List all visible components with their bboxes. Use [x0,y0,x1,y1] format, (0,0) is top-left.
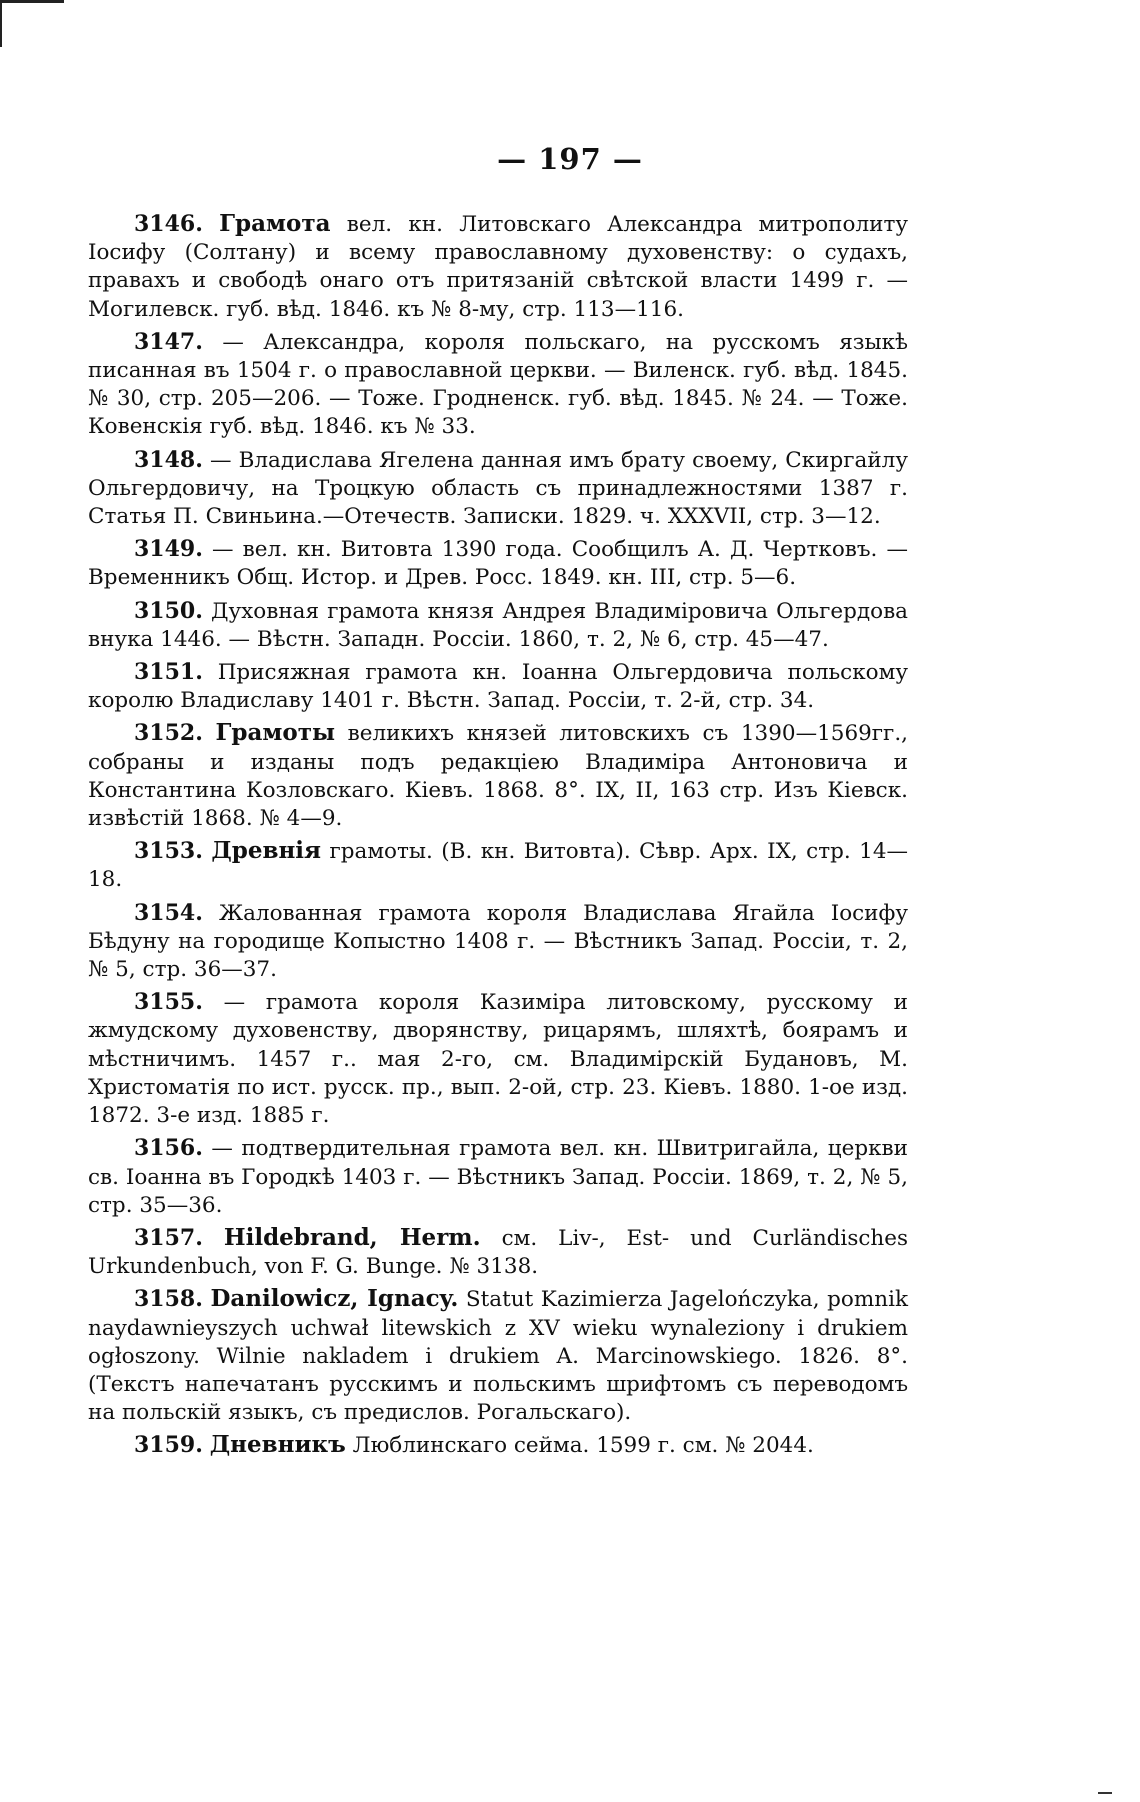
entry-text: — Владислава Ягелена данная имъ брату своему, Скиргайлу Ольгердовичу, на Троцкую область съ принадлежностями 1387 г. Статья П. Свиньина.—Отечеств. Записки. 1829. ч. XXXVII, стр. 3—12. [88,447,908,530]
scan-corner-mark [0,0,64,47]
entry-3158 [88,1285,908,1427]
entry-number: 3152. [134,720,203,747]
entry-3157 [88,1224,908,1281]
entry-number: 3147. [134,328,203,355]
entry-number: 3154. [134,899,203,926]
entry-3150 [88,597,908,654]
entry-number: 3146. [134,211,203,237]
scan-edge-mark [1098,1792,1112,1794]
entry-text: Жалованная грамота короля Владислава Ягайла Іосифу Бѣдуну на городище Копыстно 1408 г. — Вѣстникъ Запад. Россіи, т. 2, № 5, стр. 36—37. [88,900,908,983]
entry-3147 [88,328,908,442]
entry-number: 3159. [134,1432,203,1459]
entry-3153 [88,837,908,894]
entry-text: Духовная грамота князя Андрея Владиміровича Ольгердова внука 1446. — Вѣстн. Западн. Россіи. 1860, т. 2, № 6, стр. 45—47. [88,598,908,652]
entry-keyword: Древнія [211,837,322,865]
entry-text: Statut Kazimierza Jagelończyka, pomnik naydawnieyszych uchwał litewskich z XV wieku wynaleziony i drukiem ogłoszony. Wilnie nakladem i drukiem A. Marcinowskiego. 1826. 8°. (Текстъ напечатанъ русскимъ и польскимъ шрифтомъ съ переводомъ на польскій языкъ, съ предислов. Рогальскаго). [88,1287,908,1426]
entry-text: — грамота короля Казиміра литовскому, русскому и жмудскому духовенству, дворянству, рицарямъ, шляхтѣ, боярамъ и мѣстничимъ. 1457 г.. мая 2-го, см. Владимірскій Будановъ, М. Христоматія по ист. русск. пр., вып. 2-ой, стр. 23. Кіевъ. 1880. 1-ое изд. 1872. 3-е изд. 1885 г. [88,990,908,1129]
entry-keyword: Hildebrand, Herm. [223,1223,481,1251]
entry-text: см. Liv-, Est- und Curländisches Urkundenbuch, von F. G. Bunge. № 3138. [88,1225,908,1280]
entry-keyword: Дневникъ [209,1431,346,1459]
entry-number: 3151. [134,659,203,686]
entry-text: — подтвердительная грамота вел. кн. Швитригайла, церкви св. Іоанна въ Городкѣ 1403 г. — Вѣстникъ Запад. Россіи. 1869, т. 2, № 5, стр. 35—36. [88,1136,908,1218]
entry-list [88,210,908,1465]
entry-keyword: Грамоты [215,719,336,747]
entry-text: Люблинскаго сейма. 1599 г. см. № 2044. [352,1433,814,1459]
entry-3152 [88,719,908,833]
entry-3148 [88,446,908,532]
entry-3155 [88,988,908,1130]
entry-text: вел. кн. Литовскаго Александра митрополиту Іосифу (Солтану) и всему православному духовенству: о судахъ, правахъ и свободѣ онаго отъ притязаній свѣтской власти 1499 г. — Могилевск. губ. вѣд. 1846. къ № 8-му, стр. 113—116. [88,212,908,322]
entry-keyword: Грамота [219,210,331,237]
entry-3159 [88,1431,908,1460]
entry-text: Присяжная грамота кн. Іоанна Ольгердовича польскому королю Владиславу 1401 г. Вѣстн. Запад. Россіи, т. 2-й, стр. 34. [88,660,908,714]
entry-3146 [88,210,908,324]
entry-number: 3155. [134,989,203,1016]
entry-text: великихъ князей литовскихъ съ 1390—1569гг., собраны и изданы подъ редакціею Владиміра Антоновича и Константина Козловскаго. Кіевъ. 1868. 8°. IX, II, 163 стр. Изъ Кіевск. извѣстій 1868. № 4—9. [88,721,908,832]
entry-number: 3153. [134,838,203,865]
entry-text: грамоты. (В. кн. Витовта). Сѣвр. Арх. IX, стр. 14—18. [88,839,908,893]
entry-number: 3157. [134,1224,203,1251]
entry-number: 3156. [134,1135,203,1162]
entry-text: — Александра, короля польскаго, на русскомъ языкѣ писанная въ 1504 г. о православной церкви. — Виленск. губ. вѣд. 1845. № 30, стр. 205—206. — Тоже. Гродненск. губ. вѣд. 1845. № 24. — Тоже. Ковенскія губ. вѣд. 1846. къ № 33. [88,329,908,440]
entry-number: 3148. [134,446,203,473]
entry-3156 [88,1134,908,1220]
entry-keyword: Danilowicz, Ignacy. [210,1285,459,1313]
entry-3151 [88,658,908,715]
entry-number: 3150. [134,597,203,624]
entry-text: — вел. кн. Витовта 1390 года. Сообщилъ А. Д. Чертковъ. — Временникъ Общ. Истор. и Древ. Росс. 1849. кн. III, стр. 5—6. [88,537,909,591]
entry-3149 [88,535,908,592]
entry-3154 [88,899,908,985]
entry-number: 3149. [134,536,203,563]
entry-number: 3158. [134,1286,203,1313]
page-number: — 197 — [497,142,643,176]
